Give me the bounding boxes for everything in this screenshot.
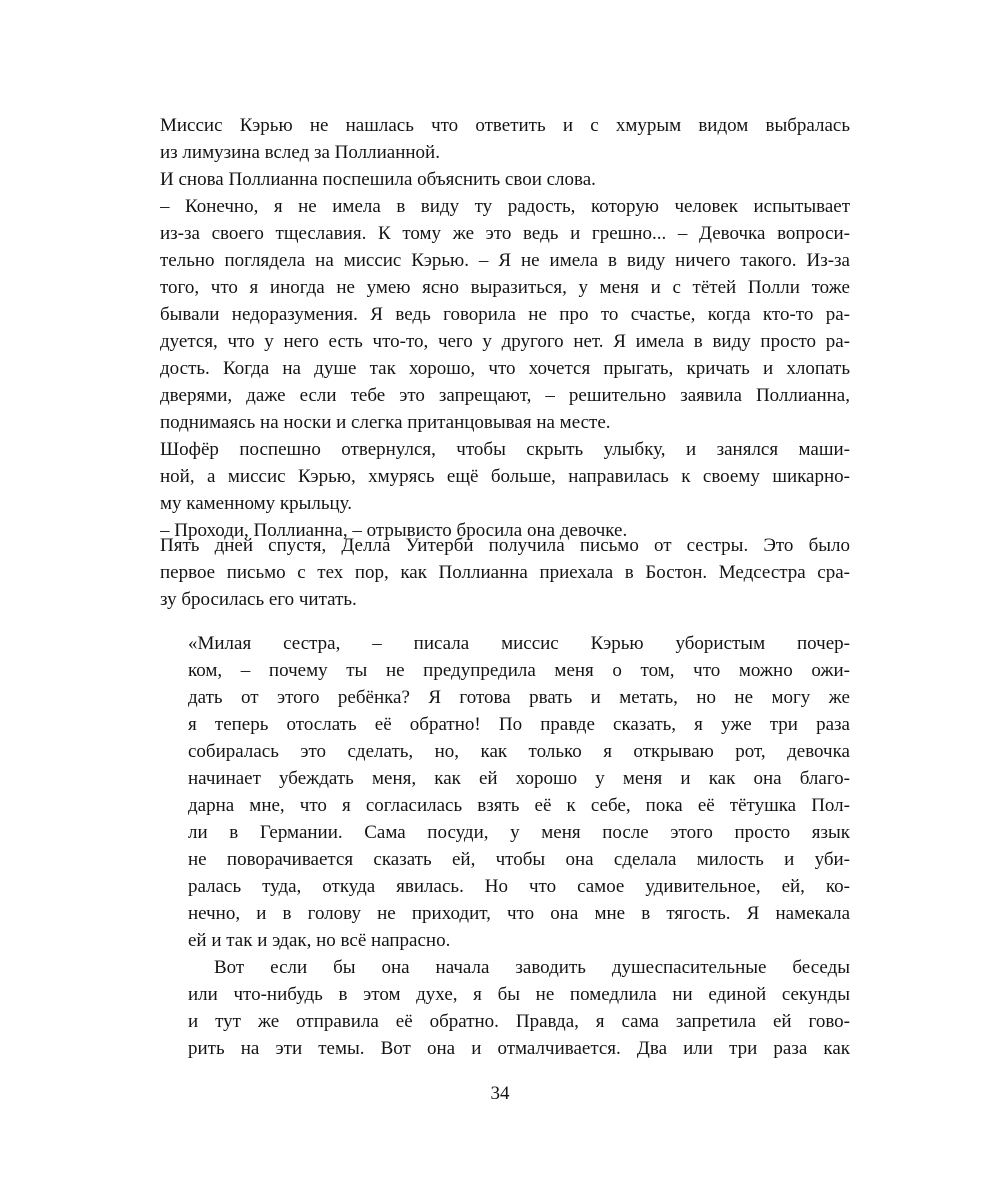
text-line: из лимузина вслед за Поллианной. xyxy=(160,142,440,163)
text-line: поднимаясь на носки и слегка пританцовывая на месте. xyxy=(160,412,611,433)
letter-line: ком, – почему ты не предупредила меня о том, что можно ожи- xyxy=(188,660,850,681)
text-line: – Конечно, я не имела в виду ту радость, которую человек испытывает xyxy=(160,196,850,217)
text-line: Миссис Кэрью не нашлась что ответить и с хмурым видом выбралась xyxy=(160,115,850,136)
text-line: ной, а миссис Кэрью, хмурясь ещё больше, направилась к своему шикарно- xyxy=(160,466,850,487)
text-line: первое письмо с тех пор, как Поллианна приехала в Бостон. Медсестра сра- xyxy=(160,562,850,583)
text-line: Пять дней спустя, Делла Уитерби получила письмо от сестры. Это было xyxy=(160,535,850,556)
letter-line: собиралась это сделать, но, как только я открываю рот, девочка xyxy=(188,741,850,762)
letter-line: нечно, и в голову не приходит, что она мне в тягость. Я намекала xyxy=(188,903,850,924)
letter-line: и тут же отправила её обратно. Правда, я сама запретила ей гово- xyxy=(188,1011,850,1032)
text-line: дуется, что у него есть что-то, чего у другого нет. Я имела в виду просто ра- xyxy=(160,331,850,352)
text-line: И снова Поллианна поспешила объяснить свои слова. xyxy=(160,169,596,190)
letter-line: ралась туда, откуда явилась. Но что самое удивительное, ей, ко- xyxy=(188,876,850,897)
letter-quote xyxy=(188,630,850,1062)
text-line: того, что я иногда не умею ясно выразиться, у меня и с тётей Полли тоже xyxy=(160,277,850,298)
letter-line: дарна мне, что я согласилась взять её к себе, пока её тётушка Пол- xyxy=(188,795,850,816)
letter-line: дать от этого ребёнка? Я готова рвать и метать, но не могу же xyxy=(188,687,850,708)
text-line: тельно поглядела на миссис Кэрью. – Я не имела в виду ничего такого. Из-за xyxy=(160,250,850,271)
letter-line: или что-нибудь в этом духе, я бы не помедлила ни единой секунды xyxy=(188,984,850,1005)
text-line: дость. Когда на душе так хорошо, что хочется прыгать, кричать и хлопать xyxy=(160,358,850,379)
text-block-middle xyxy=(160,532,850,613)
letter-line: начинает убеждать меня, как ей хорошо у меня и как она благо- xyxy=(188,768,850,789)
text-line: му каменному крыльцу. xyxy=(160,493,353,514)
text-line: дверями, даже если тебе это запрещают, – решительно заявила Поллианна, xyxy=(160,385,850,406)
letter-line: я теперь отослать её обратно! По правде сказать, я уже три раза xyxy=(188,714,850,735)
text-block-top xyxy=(160,112,850,544)
text-line: бывали недоразумения. Я ведь говорила не про то счастье, когда кто-то ра- xyxy=(160,304,850,325)
letter-line: не поворачивается сказать ей, чтобы она сделала милость и уби- xyxy=(188,849,850,870)
text-line: из-за своего тщеславия. К тому же это ведь и грешно... – Девочка вопроси- xyxy=(160,223,850,244)
letter-line: Вот если бы она начала заводить душеспасительные беседы xyxy=(214,957,850,978)
letter-line: ей и так и эдак, но всё напрасно. xyxy=(188,930,451,951)
letter-line: «Милая сестра, – писала миссис Кэрью убористым почер- xyxy=(188,633,850,654)
page-number: 34 xyxy=(490,1083,510,1104)
letter-line: рить на эти темы. Вот она и отмалчивается. Два или три раза как xyxy=(188,1038,850,1059)
text-line: – Проходи, Поллианна, – отрывисто бросила она девочке. xyxy=(160,520,628,541)
text-line: Шофёр поспешно отвернулся, чтобы скрыть улыбку, и занялся маши- xyxy=(160,439,850,460)
letter-line: ли в Германии. Сама посуди, у меня после этого просто язык xyxy=(188,822,850,843)
text-line: зу бросилась его читать. xyxy=(160,589,357,610)
